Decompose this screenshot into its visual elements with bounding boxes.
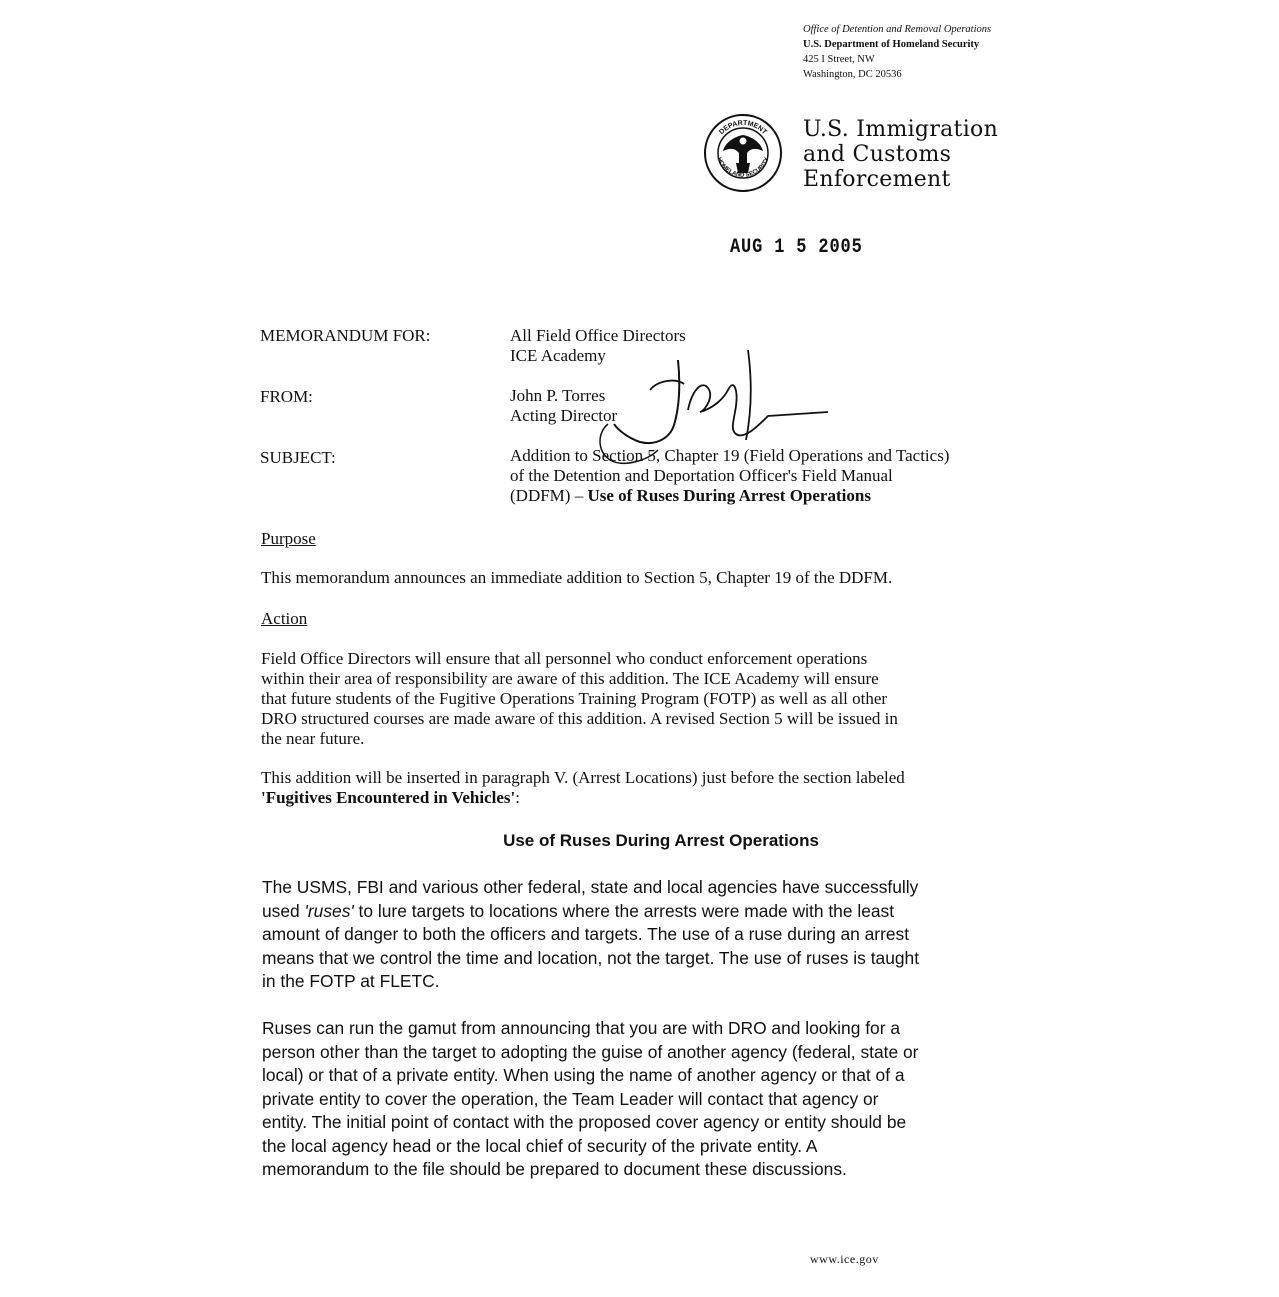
insert-line-1: This addition will be inserted in paragraph V. (Arrest Locations) just before the section labeled [261,768,905,787]
action-line: DRO structured courses are made aware of this addition. A revised Section 5 will be issued in [261,709,898,728]
date-stamp: AUG 1 5 2005 [730,236,863,259]
policy-line: local) or that of a private entity. When using the name of another agency or that of a [262,1065,905,1085]
action-paragraph [261,649,1061,749]
subject-line-3 [510,486,949,506]
policy-line: the local agency head or the local chief of security of the private entity. A [262,1135,818,1156]
office-name: Office of Detention and Removal Operations [803,24,992,35]
subject-value [510,446,949,506]
footer-url: www.ice.gov [810,1252,879,1266]
policy-line: The USMS, FBI and various other federal, state and local agencies have successfully [262,877,919,897]
from-line-2: Acting Director [510,406,618,425]
policy-line: amount of danger to both the officers and targets. The use of a ruse during an arrest [262,924,910,944]
policy-line-pre: used [262,900,305,921]
policy-line: entity. The initial point of contact with the proposed cover agency or entity should be [262,1112,907,1132]
from-label: FROM: [260,387,313,406]
subject-prefix: (DDFM) – [510,486,588,505]
policy-line: in the FOTP at FLETC. [262,971,440,991]
memo-for-label: MEMORANDUM FOR: [260,326,431,345]
seal-text-bottom: HOMELAND SECURITY [715,156,771,179]
agency-line-1: U.S. Immigration [803,117,999,142]
from-line-1: John P. Torres [510,386,606,405]
action-line: the near future. [261,729,365,748]
policy-line: means that we control the time and location, not the target. The use of ruses is taught [262,947,920,968]
purpose-text: This memorandum announces an immediate addition to Section 5, Chapter 19 of the DDFM. [261,568,893,587]
policy-line: Ruses can run the gamut from announcing that you are with DRO and looking for a [262,1018,901,1038]
memo-for-line-1: All Field Office Directors [510,326,686,345]
action-line: within their area of responsibility are aware of this addition. The ICE Academy will ensure [261,669,879,688]
insert-section-label: 'Fugitives Encountered in Vehicles' [261,788,516,807]
policy-line [262,900,1062,924]
subject-line-2: of the Detention and Deportation Officer's Field Manual [510,466,893,485]
agency-name [803,117,998,192]
policy-title: Use of Ruses During Arrest Operations [503,831,819,850]
letterhead-address [803,22,1103,82]
policy-paragraph-1 [262,876,1062,994]
purpose-heading: Purpose [261,529,316,548]
policy-line: private entity to cover the operation, the Team Leader will contact that agency or [262,1088,879,1109]
insert-line-2 [261,788,1061,808]
department-name: U.S. Department of Homeland Security [803,39,980,50]
policy-ruses-term: 'ruses' [304,900,354,921]
policy-paragraph-2 [262,1017,1062,1182]
seal-text-top: DEPARTMENT [718,119,768,137]
city-address: Washington, DC 20536 [803,69,902,80]
dhs-seal-icon [703,113,783,193]
memo-for-line-2: ICE Academy [510,346,606,365]
insert-tail: : [515,788,520,807]
subject-label: SUBJECT: [260,448,336,467]
action-line: Field Office Directors will ensure that all personnel who conduct enforcement operations [261,649,868,668]
street-address: 425 I Street, NW [803,54,875,65]
policy-line: person other than the target to adopting the guise of another agency (federal, state or [262,1041,919,1062]
agency-line-3: Enforcement [803,167,951,192]
action-heading: Action [261,609,308,628]
agency-line-2: and Customs [803,142,952,167]
insert-paragraph [261,768,1061,808]
subject-line-1: Addition to Section 5, Chapter 19 (Field Operations and Tactics) [510,446,950,465]
action-line: that future students of the Fugitive Operations Training Program (FOTP) as well as all other [261,689,888,708]
subject-title: Use of Ruses During Arrest Operations [587,486,871,505]
policy-line: memorandum to the file should be prepared to document these discussions. [262,1159,847,1179]
policy-line-post: to lure targets to locations where the arrests were made with the least [353,900,895,921]
